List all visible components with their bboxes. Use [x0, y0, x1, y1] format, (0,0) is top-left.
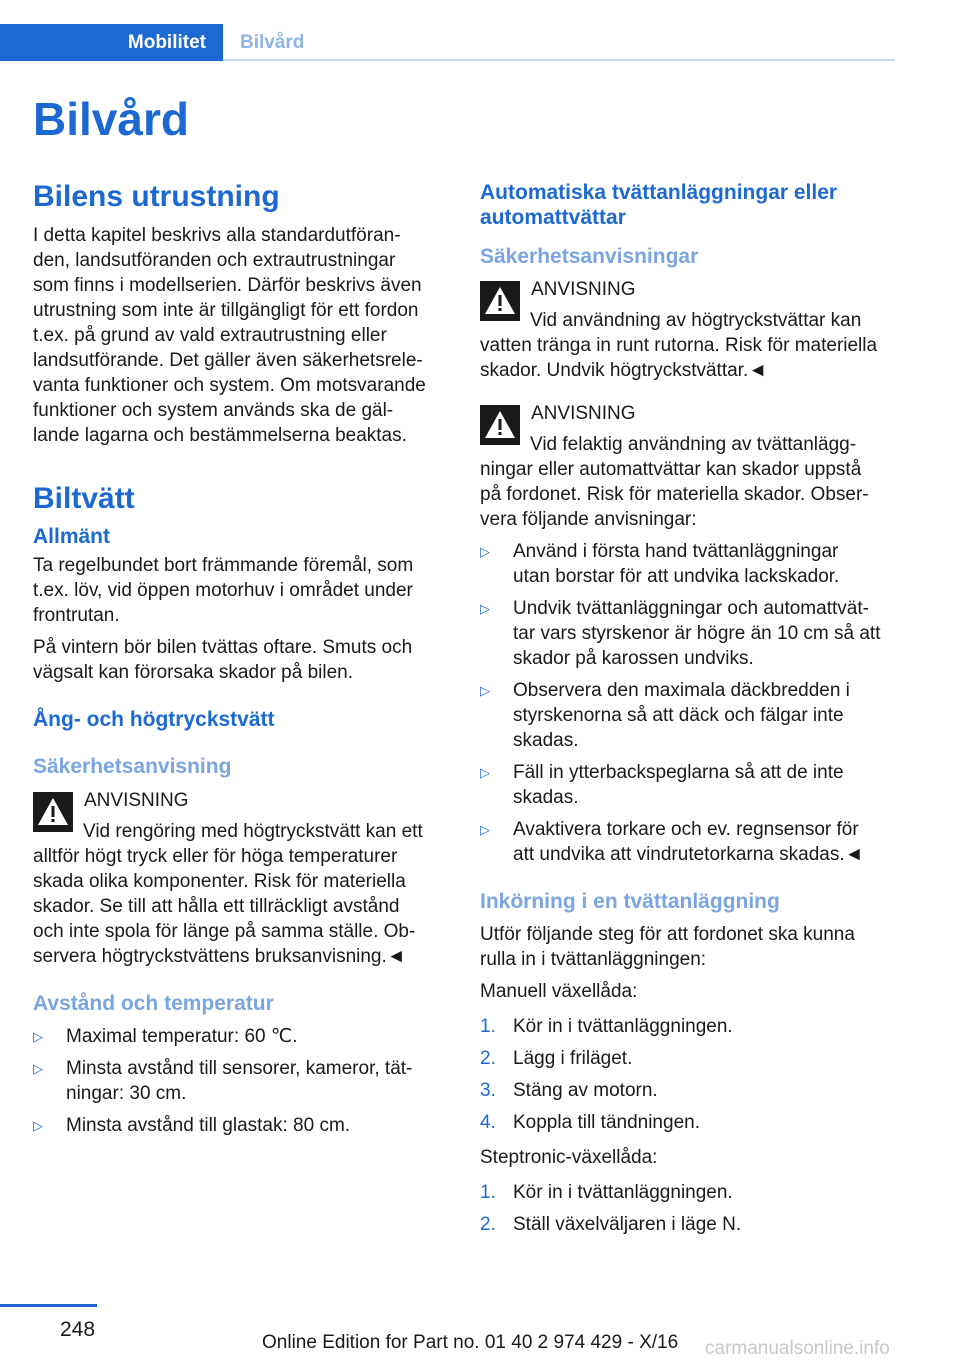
- triangle-bullet-icon: ▷: [33, 1117, 43, 1133]
- notice-wash-facility: [480, 401, 895, 532]
- heading-general: Allmänt: [33, 525, 111, 548]
- header-tabs: [0, 24, 895, 62]
- triangle-bullet-icon: ▷: [33, 1060, 43, 1076]
- watermark: carmanualsonline.info: [705, 1338, 890, 1359]
- equipment-text: I detta kapitel beskrivs alla standardutföran- den, landsutföranden och extrautrustningar som finns i modellserien. Därför beskrivs även utrustning som inte är tillgängligt för ett fordon t.ex. på grund av vald extrautrustning eller landsutförande. Det gäller även säkerhetsrele- vanta funktioner och system. Om motsvarande funktioner och system används ska de gäl- lande lagarna och bestämmelserna beaktas.: [33, 224, 426, 446]
- manual-label: Manuell växellåda:: [480, 981, 638, 1003]
- page-number: 248: [60, 1318, 96, 1341]
- list-item: ▷ Fäll in ytterbackspeglarna så att de inte skadas.: [480, 762, 844, 809]
- warning-triangle-icon: [480, 281, 520, 321]
- triangle-bullet-icon: ▷: [480, 765, 490, 781]
- heading-entering-wash: Inkörning i en tvättanläggning: [480, 890, 780, 914]
- manual-steps: [480, 1014, 895, 1135]
- warning-triangle-icon: [480, 405, 520, 445]
- list-item: 1. Kör in i tvättanläggningen.: [480, 1016, 733, 1038]
- list-item: ▷ Maximal temperatur: 60 ℃.: [33, 1025, 298, 1047]
- triangle-bullet-icon: ▷: [480, 544, 490, 560]
- edition-text: Online Edition for Part no. 01 40 2 974 429 - X/16: [262, 1332, 679, 1353]
- notice-body: Vid rengöring med högtryckstvätt kan ett alltför högt tryck eller för höga temperaturer skada olika komponenter. Risk för materiella skador. Se till att hålla ett tillräckligt avstånd och inte spola för länge på samma ställe. Ob- servera högtryckstvättens bruksanvisning.◄: [33, 820, 423, 967]
- notice-title: ANVISNING: [84, 789, 189, 811]
- list-item: 4. Koppla till tändningen.: [480, 1112, 700, 1134]
- left-column: [33, 180, 448, 1148]
- list-item: ▷ Observera den maximala däckbredden i styrskenorna så att däck och fälgar inte skadas.: [480, 680, 850, 752]
- notice-title: ANVISNING: [531, 403, 636, 425]
- general-text-2: På vintern bör bilen tvättas oftare. Smuts och vägsalt kan förorsaka skador på bilen.: [33, 637, 413, 684]
- list-item: 2. Lägg i friläget.: [480, 1048, 633, 1070]
- list-item: ▷ Använd i första hand tvättanläggningar utan borstar för att undvika lackskador.: [480, 541, 840, 588]
- heading-distance-temperature: Avstånd och temperatur: [33, 991, 274, 1015]
- steptronic-label: Steptronic-växellåda:: [480, 1147, 658, 1169]
- triangle-bullet-icon: ▷: [480, 683, 490, 699]
- header-divider: [223, 59, 895, 61]
- notice-high-pressure: [480, 277, 895, 383]
- list-item: ▷ Avaktivera torkare och ev. regnsensor för att undvika att vindrutetorkarna skadas.◄: [480, 819, 864, 866]
- warning-triangle-icon: [33, 792, 73, 832]
- heading-automatic-wash: Automatiska tvättanläggningar eller automattvättar: [480, 181, 838, 229]
- list-item: 2. Ställ växelväljaren i läge N.: [480, 1214, 742, 1236]
- wash-instructions-list: [480, 539, 895, 867]
- triangle-bullet-icon: ▷: [480, 601, 490, 617]
- triangle-bullet-icon: ▷: [33, 1028, 43, 1044]
- general-text-1: Ta regelbundet bort främmande föremål, som t.ex. löv, vid öppen motorhuv i området under frontrutan.: [33, 555, 414, 627]
- list-item: 3. Stäng av motorn.: [480, 1080, 658, 1102]
- heading-safety-instructions: Säkerhetsanvisningar: [480, 245, 699, 268]
- list-item: ▷ Undvik tvättanläggningar och automattvät- tar vars styrskenor är högre än 10 cm så att skador på karossen undviks.: [480, 598, 881, 670]
- triangle-bullet-icon: ▷: [480, 822, 490, 838]
- heading-safety-instruction: Säkerhetsanvisning: [33, 755, 232, 779]
- tab-bilvard[interactable]: Bilvård: [240, 32, 305, 53]
- page-title: Bilvård: [33, 93, 189, 145]
- footer-divider: [0, 1304, 97, 1307]
- list-item: 1. Kör in i tvättanläggningen.: [480, 1182, 733, 1204]
- list-item: ▷ Minsta avstånd till sensorer, kameror, tät- ningar: 30 cm.: [33, 1057, 413, 1104]
- tab-mobilitet[interactable]: [0, 24, 223, 61]
- notice-steam: [33, 788, 448, 969]
- notice-body: Vid användning av högtryckstvättar kan vatten tränga in runt rutorna. Risk för materiella skador. Undvik högtryckstvättar.◄: [480, 310, 878, 382]
- heading-car-wash: Biltvätt: [33, 481, 135, 515]
- heading-steam-wash: Ång- och högtryckstvätt: [33, 708, 275, 732]
- list-item: ▷ Minsta avstånd till glastak: 80 cm.: [33, 1114, 351, 1136]
- tab-mobilitet-label: Mobilitet: [127, 32, 206, 53]
- notice-body: Vid felaktig användning av tvättanlägg- ningar eller automattvättar kan skador uppstå på fordonet. Risk för materiella skador. Obser- vera följande anvisningar:: [480, 434, 869, 531]
- distance-list: [33, 1024, 448, 1138]
- notice-title: ANVISNING: [531, 279, 636, 301]
- entry-intro: Utför följande steg för att fordonet ska kunna rulla in i tvättanläggningen:: [480, 924, 855, 971]
- right-column: [480, 180, 895, 1247]
- steptronic-steps: [480, 1180, 895, 1237]
- heading-equipment: Bilens utrustning: [33, 180, 280, 213]
